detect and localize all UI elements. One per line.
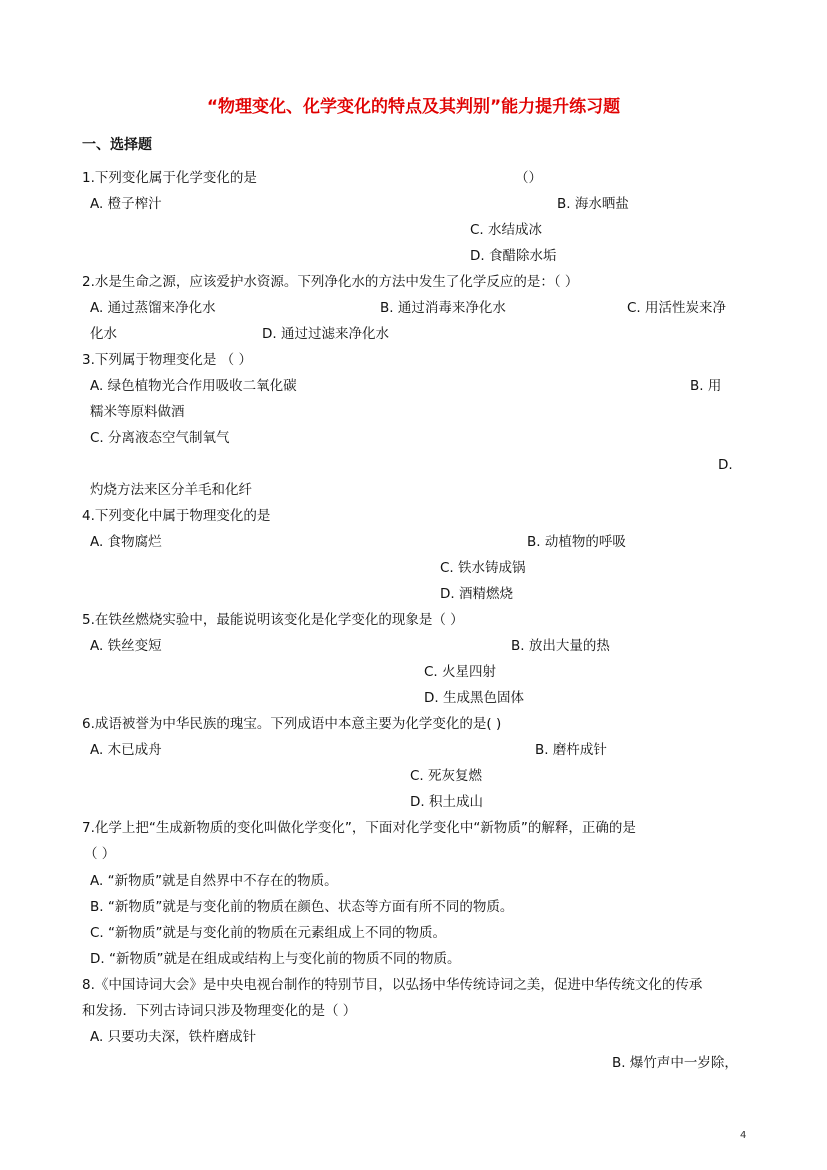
question-8-stem-continued: 和发扬．下列古诗词只涉及物理变化的是（ ） <box>82 1003 357 1019</box>
question-4-option-b: B. 动植物的呼吸 <box>527 534 626 550</box>
question-4-option-a: A. 食物腐烂 <box>90 534 162 550</box>
question-2-option-d: D. 通过过滤来净化水 <box>262 326 389 342</box>
question-6-stem: 6.成语被誉为中华民族的瑰宝。下列成语中本意主要为化学变化的是( ) <box>82 716 502 732</box>
question-3-stem: 3.下列属于物理变化是 （ ） <box>82 352 252 368</box>
question-1-answer-paren: （） <box>515 170 542 186</box>
section-heading: 一、选择题 <box>82 137 152 153</box>
page-number: 4 <box>740 1130 747 1141</box>
question-1-option-c: C. 水结成冰 <box>470 222 543 238</box>
question-6-option-d: D. 积土成山 <box>410 794 483 810</box>
question-2-option-b: B. 通过消毒来净化水 <box>380 300 506 316</box>
question-2-option-c: C. 用活性炭来净 <box>627 300 727 316</box>
question-2-option-a: A. 通过蒸馏来净化水 <box>90 300 216 316</box>
question-7-answer-paren: （ ） <box>84 846 116 862</box>
question-3-option-c: C. 分离液态空气制氧气 <box>90 430 230 446</box>
question-7-option-a: A. “新物质”就是自然界中不存在的物质。 <box>90 873 338 889</box>
question-4-option-d: D. 酒精燃烧 <box>440 586 513 602</box>
question-8-stem: 8.《中国诗词大会》是中央电视台制作的特别节目，以弘扬中华传统诗词之美，促进中华传统文化的传承 <box>82 977 703 993</box>
question-3-option-a: A. 绿色植物光合作用吸收二氧化碳 <box>90 378 297 394</box>
question-5-option-d: D. 生成黑色固体 <box>424 690 524 706</box>
question-1-option-d: D. 食醋除水垢 <box>470 248 557 264</box>
question-2-option-c-continued: 化水 <box>90 326 117 342</box>
question-1-option-b: B. 海水晒盐 <box>557 196 629 212</box>
question-1-stem: 1.下列变化属于化学变化的是 <box>82 170 257 186</box>
question-7-stem: 7.化学上把“生成新物质的变化叫做化学变化”，下面对化学变化中“新物质”的解释，正确的是 <box>82 820 636 836</box>
question-3-option-b: B. 用 <box>690 378 722 394</box>
question-5-stem: 5.在铁丝燃烧实验中，最能说明该变化是化学变化的现象是（ ） <box>82 612 464 628</box>
question-4-stem: 4.下列变化中属于物理变化的是 <box>82 508 271 524</box>
question-1-option-a: A. 橙子榨汁 <box>90 196 162 212</box>
question-7-option-d: D. “新物质”就是在组成或结构上与变化前的物质不同的物质。 <box>90 951 461 967</box>
question-3-option-d-continued: 灼烧方法来区分羊毛和化纤 <box>90 482 252 498</box>
question-6-option-a: A. 木已成舟 <box>90 742 162 758</box>
question-5-option-b: B. 放出大量的热 <box>511 638 610 654</box>
question-7-option-b: B. “新物质”就是与变化前的物质在颜色、状态等方面有所不同的物质。 <box>90 899 514 915</box>
question-8-option-b: B. 爆竹声中一岁除， <box>612 1055 738 1071</box>
question-3-option-d: D. <box>718 457 733 473</box>
question-2-stem: 2.水是生命之源，应该爱护水资源。下列净化水的方法中发生了化学反应的是：（ ） <box>82 274 579 290</box>
question-3-option-b-continued: 糯米等原料做酒 <box>90 404 185 420</box>
question-5-option-a: A. 铁丝变短 <box>90 638 162 654</box>
question-6-option-c: C. 死灰复燃 <box>410 768 483 784</box>
question-8-option-a: A. 只要功夫深，铁杵磨成针 <box>90 1029 257 1045</box>
document-title: “物理变化、化学变化的特点及其判别”能力提升练习题 <box>206 97 621 117</box>
question-7-option-c: C. “新物质”就是与变化前的物质在元素组成上不同的物质。 <box>90 925 446 941</box>
question-6-option-b: B. 磨杵成针 <box>535 742 607 758</box>
question-5-option-c: C. 火星四射 <box>424 664 497 680</box>
question-4-option-c: C. 铁水铸成锅 <box>440 560 526 576</box>
